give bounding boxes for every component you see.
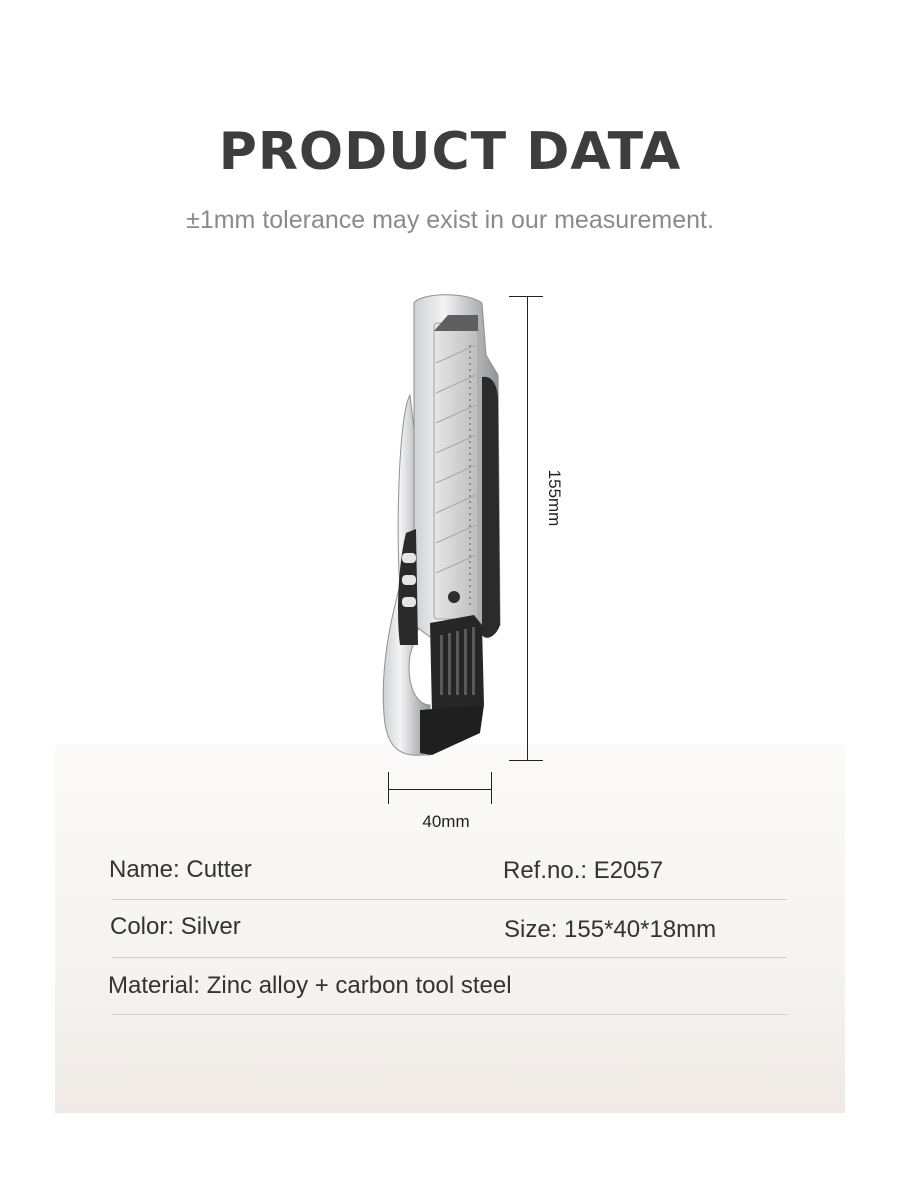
spec-name: Name: Cutter bbox=[109, 856, 252, 883]
utility-knife-icon bbox=[370, 285, 520, 765]
height-dimension-tick-bottom bbox=[509, 760, 543, 761]
width-dimension-tick-left bbox=[388, 772, 389, 804]
spec-material: Material: Zinc alloy + carbon tool steel bbox=[108, 972, 512, 999]
height-dimension-line bbox=[527, 296, 528, 760]
page-title: PRODUCT DATA bbox=[218, 122, 682, 182]
spec-color: Color: Silver bbox=[110, 913, 241, 940]
height-dimension-label: 155mm bbox=[545, 469, 564, 527]
spec-divider bbox=[112, 1014, 787, 1015]
spec-ref-no: Ref.no.: E2057 bbox=[503, 857, 664, 884]
spec-size: Size: 155*40*18mm bbox=[504, 916, 717, 943]
height-dimension-tick-top bbox=[509, 296, 543, 297]
width-dimension-line bbox=[388, 789, 492, 790]
spec-divider bbox=[112, 899, 787, 900]
width-dimension-label: 40mm bbox=[422, 812, 470, 831]
spec-divider bbox=[112, 957, 787, 958]
width-dimension-tick-right bbox=[491, 772, 492, 804]
tolerance-note: ±1mm tolerance may exist in our measurement. bbox=[186, 206, 714, 234]
